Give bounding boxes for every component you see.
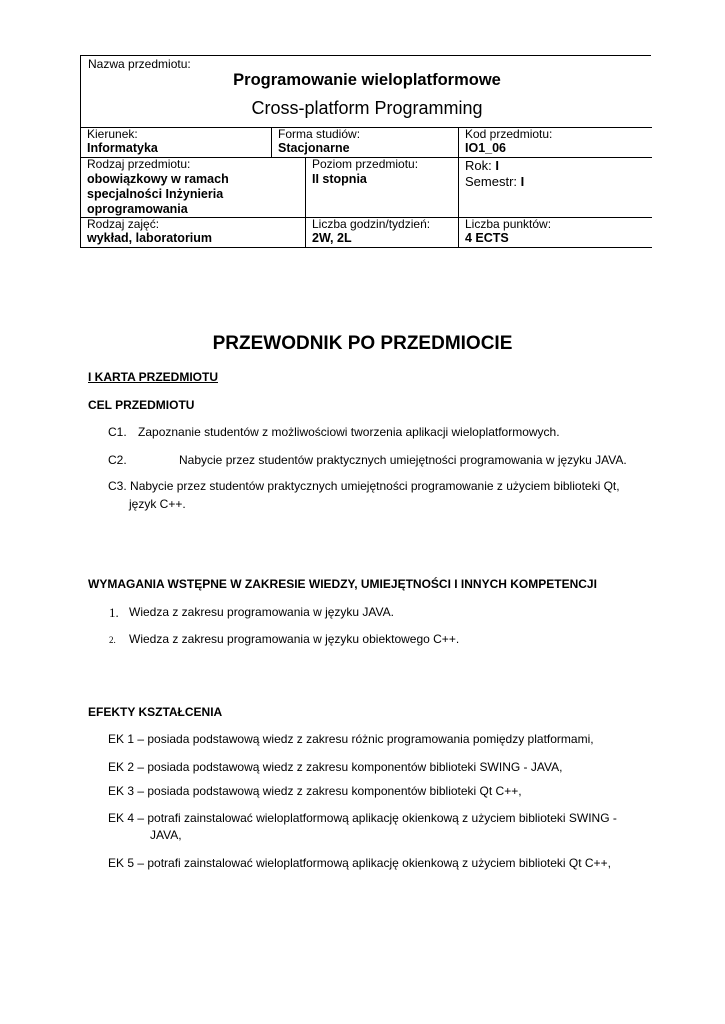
requirement-1-number: 1. xyxy=(109,605,119,620)
poziom-cell xyxy=(305,158,458,218)
semestr-line xyxy=(465,173,646,190)
rodzaj-zajec-value: wykład, laboratorium xyxy=(87,231,213,245)
goal-c3-id: C3. xyxy=(108,479,127,493)
goal-c3 xyxy=(108,479,620,493)
main-title: PRZEWODNIK PO PRZEDMIOCIE xyxy=(212,333,513,354)
outcome-ek5: EK 5 – potrafi zainstalować wieloplatformową aplikację okienkową z użyciem biblioteki Qt C++, xyxy=(108,856,611,870)
rodzaj-przedmiotu-value-line1: obowiązkowy w ramach xyxy=(87,172,229,186)
punktow-cell xyxy=(458,218,652,248)
rodzaj-przedmiotu-label: Rodzaj przedmiotu: xyxy=(87,157,191,171)
punktow-label: Liczba punktów: xyxy=(465,217,552,231)
punktow-value: 4 ECTS xyxy=(465,231,509,245)
kod-value: IO1_06 xyxy=(465,141,507,155)
rok-label: Rok: xyxy=(465,158,496,173)
kod-label: Kod przedmiotu: xyxy=(465,127,553,141)
godzin-value: 2W, 2L xyxy=(312,231,352,245)
subject-label: Nazwa przedmiotu: xyxy=(88,57,191,71)
outcome-ek3: EK 3 – posiada podstawową wiedz z zakresu komponentów biblioteki Qt C++, xyxy=(108,784,522,798)
outcome-ek1: EK 1 – posiada podstawową wiedz z zakresu różnic programowania pomiędzy platformami, xyxy=(108,732,594,746)
goal-c2-id: C2. xyxy=(108,453,127,467)
section-cel-heading: CEL PRZEDMIOTU xyxy=(88,398,195,412)
forma-value: Stacjonarne xyxy=(278,141,350,155)
subject-title-cell xyxy=(80,56,652,128)
semestr-value: I xyxy=(520,174,525,189)
requirement-2-text: Wiedza z zakresu programowania w języku obiektowego C++. xyxy=(129,632,460,646)
poziom-label: Poziom przedmiotu: xyxy=(312,157,419,171)
goal-c2 xyxy=(108,453,627,467)
subject-name-pl: Programowanie wieloplatformowe xyxy=(233,71,501,89)
goal-c1 xyxy=(108,425,560,439)
section-karta-heading: I KARTA PRZEDMIOTU xyxy=(88,370,218,384)
rodzaj-przedmiotu-value-line2: specjalności Inżynieria xyxy=(87,187,224,201)
section-efekty-heading: EFEKTY KSZTAŁCENIA xyxy=(88,705,223,719)
course-info-table xyxy=(80,55,651,245)
poziom-value: II stopnia xyxy=(312,172,367,186)
outcome-ek4-continuation: JAVA, xyxy=(150,828,182,842)
forma-label: Forma studiów: xyxy=(278,127,361,141)
rok-semestr-cell xyxy=(458,158,652,218)
goal-c1-id: C1. xyxy=(108,425,127,439)
godzin-label: Liczba godzin/tydzień: xyxy=(312,217,431,231)
rodzaj-zajec-label: Rodzaj zajęć: xyxy=(87,217,160,231)
kierunek-label: Kierunek: xyxy=(87,127,138,141)
requirement-2-number: 2. xyxy=(109,635,116,645)
forma-cell xyxy=(271,128,458,158)
requirement-1-text: Wiedza z zakresu programowania w języku JAVA. xyxy=(129,605,394,619)
subject-name-en: Cross-platform Programming xyxy=(251,98,483,118)
rok-line xyxy=(465,158,646,173)
goal-c3-continuation: język C++. xyxy=(129,497,186,511)
rodzaj-przedmiotu-value-line3: oprogramowania xyxy=(87,202,188,216)
rodzaj-zajec-cell xyxy=(80,218,305,248)
godzin-cell xyxy=(305,218,458,248)
goal-c3-text: Nabycie przez studentów praktycznych umiejętności programowanie z użyciem biblioteki Qt, xyxy=(130,479,620,493)
requirement-2 xyxy=(109,632,460,646)
kierunek-value: Informatyka xyxy=(87,141,158,155)
kod-cell xyxy=(458,128,652,158)
kierunek-cell xyxy=(80,128,271,158)
outcome-ek2: EK 2 – posiada podstawową wiedz z zakresu komponentów biblioteki SWING - JAVA, xyxy=(108,760,563,774)
outcome-ek4: EK 4 – potrafi zainstalować wieloplatformową aplikację okienkową z użyciem biblioteki SWING - xyxy=(108,811,617,825)
semestr-label: Semestr: xyxy=(465,174,521,189)
goal-c2-text: Nabycie przez studentów praktycznych umiejętności programowania w języku JAVA. xyxy=(179,453,627,467)
goal-c1-text: Zapoznanie studentów z możliwościowi tworzenia aplikacji wieloplatformowych. xyxy=(138,425,560,439)
requirement-1 xyxy=(109,605,394,621)
section-wymagania-heading: WYMAGANIA WSTĘPNE W ZAKRESIE WIEDZY, UMIEJĘTNOŚCI I INNYCH KOMPETENCJI xyxy=(88,577,597,591)
rok-value: I xyxy=(495,158,499,173)
rodzaj-przedmiotu-cell xyxy=(80,158,305,218)
